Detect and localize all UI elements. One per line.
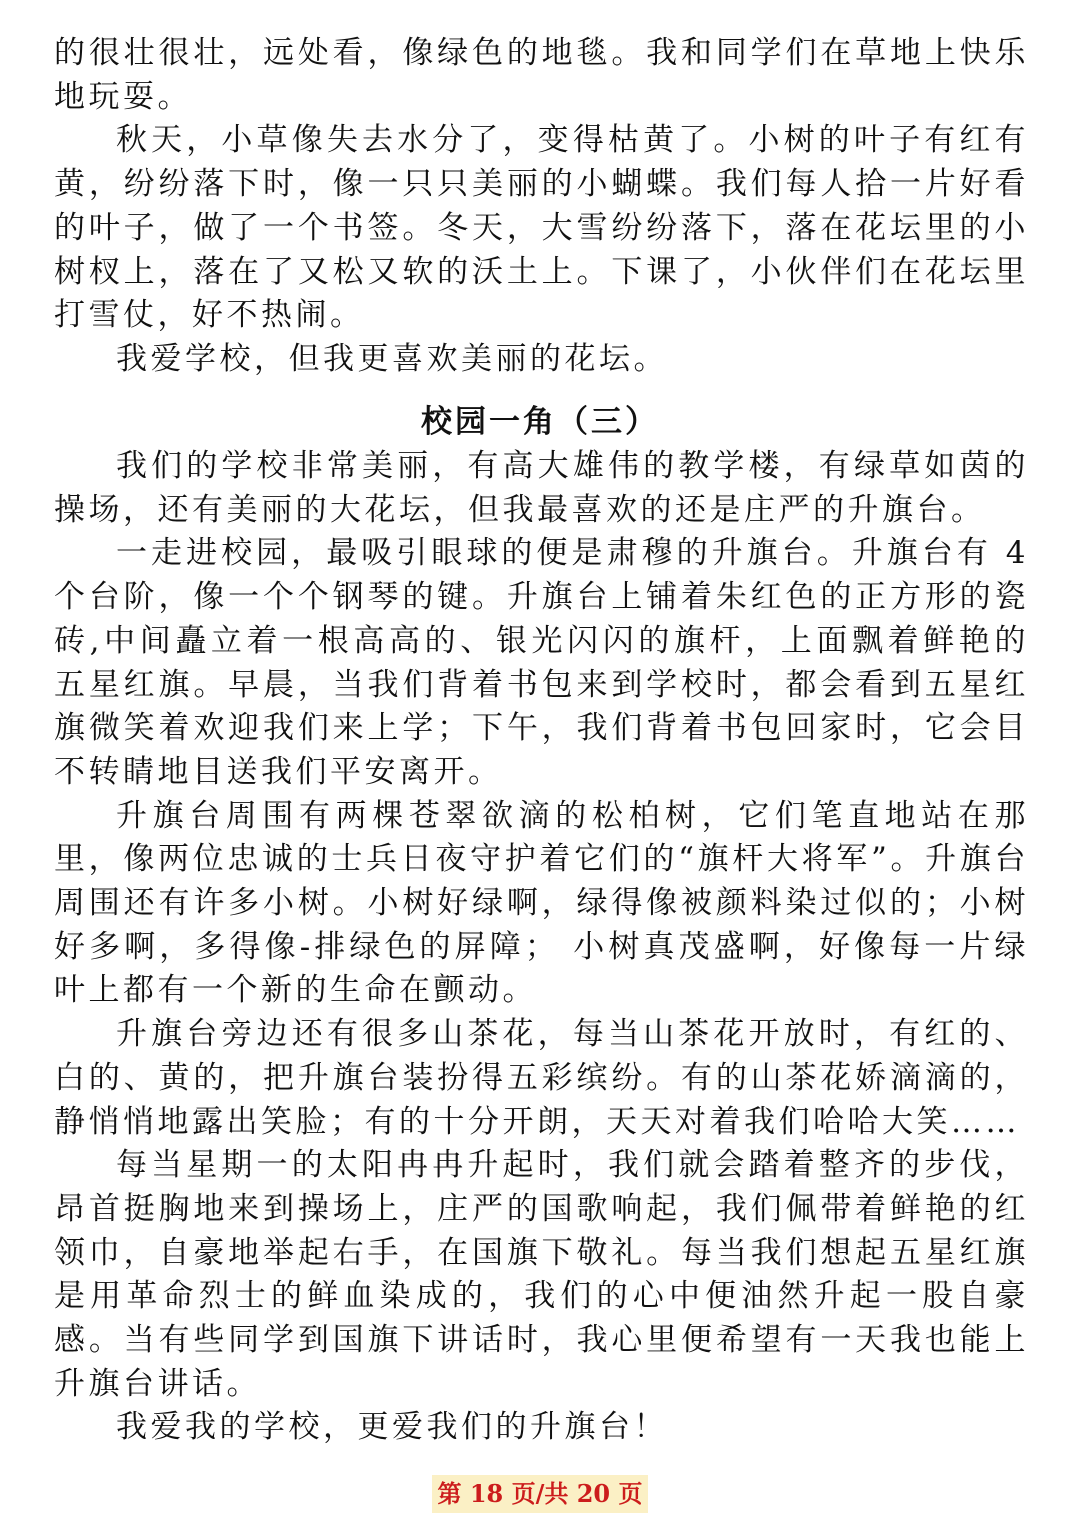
continued-essay-text: [54, 32, 1029, 382]
paragraph: 升旗台周围有两棵苍翠欲滴的松柏树，它们笔直地站在那里，像两位忠诚的士兵日夜守护着它们的“旗杆大将军”。升旗台周围还有许多小树。小树好绿啊，绿得像被颜料染过似的；小树好多啊，多得像-排绿色的屏障； 小树真茂盛啊，好像每一片绿叶上都有一个新的生命在颤动。: [54, 797, 1029, 1009]
paragraph: 一走进校园，最吸引眼球的便是肃穆的升旗台。升旗台有 4 个台阶，像一个个钢琴的键。升旗台上铺着朱红色的正方形的瓷砖,中间矗立着一根高高的、银光闪闪的旗杆，上面飘着鲜艳的五星红旗。早晨，当我们背着书包来到学校时，都会看到五星红旗微笑着欢迎我们来上学；下午，我们背着书包回家时，它会目不转睛地目送我们平安离开。: [54, 535, 1029, 790]
essay-body: [54, 445, 1029, 1450]
paragraph: 我爱学校，但我更喜欢美丽的花坛。: [116, 340, 668, 377]
paragraph: 秋天，小草像失去水分了，变得枯黄了。小树的叶子有红有黄，纷纷落下时，像一只只美丽的小蝴蝶。我们每人拾一片好看的叶子，做了一个书签。冬天，大雪纷纷落下，落在花坛里的小树杈上，落在了又松又软的沃土上。下课了，小伙伴们在花坛里打雪仗，好不热闹。: [54, 122, 1029, 334]
paragraph: 升旗台旁边还有很多山茶花，每当山茶花开放时，有红的、白的、黄的，把升旗台装扮得五彩缤纷。有的山茶花娇滴滴的，静悄悄地露出笑脸；有的十分开朗，天天对着我们哈哈大笑……: [54, 1016, 1029, 1140]
essay-title: 校园一角（三）: [421, 404, 659, 440]
page-number-indicator: 第 18 页/共 20 页: [432, 1475, 649, 1513]
page-footer: [0, 1475, 1080, 1513]
paragraph: 每当星期一的太阳冉冉升起时，我们就会踏着整齐的步伐，昂首挺胸地来到操场上，庄严的国歌响起，我们佩带着鲜艳的红领巾，自豪地举起右手，在国旗下敬礼。每当我们想起五星红旗是用革命烈士的鲜血染成的，我们的心中便油然升起一股自豪感。当有些同学到国旗下讲话时，我心里便希望有一天我也能上升旗台讲话。: [54, 1147, 1029, 1402]
paragraph: 的很壮很壮，远处看，像绿色的地毯。我和同学们在草地上快乐地玩耍。: [54, 35, 1029, 115]
paragraph: 我爱我的学校，更爱我们的升旗台！: [116, 1409, 668, 1446]
paragraph: 我们的学校非常美丽，有高大雄伟的教学楼，有绿草如茵的操场，还有美丽的大花坛，但我最喜欢的还是庄严的升旗台。: [54, 448, 1029, 528]
